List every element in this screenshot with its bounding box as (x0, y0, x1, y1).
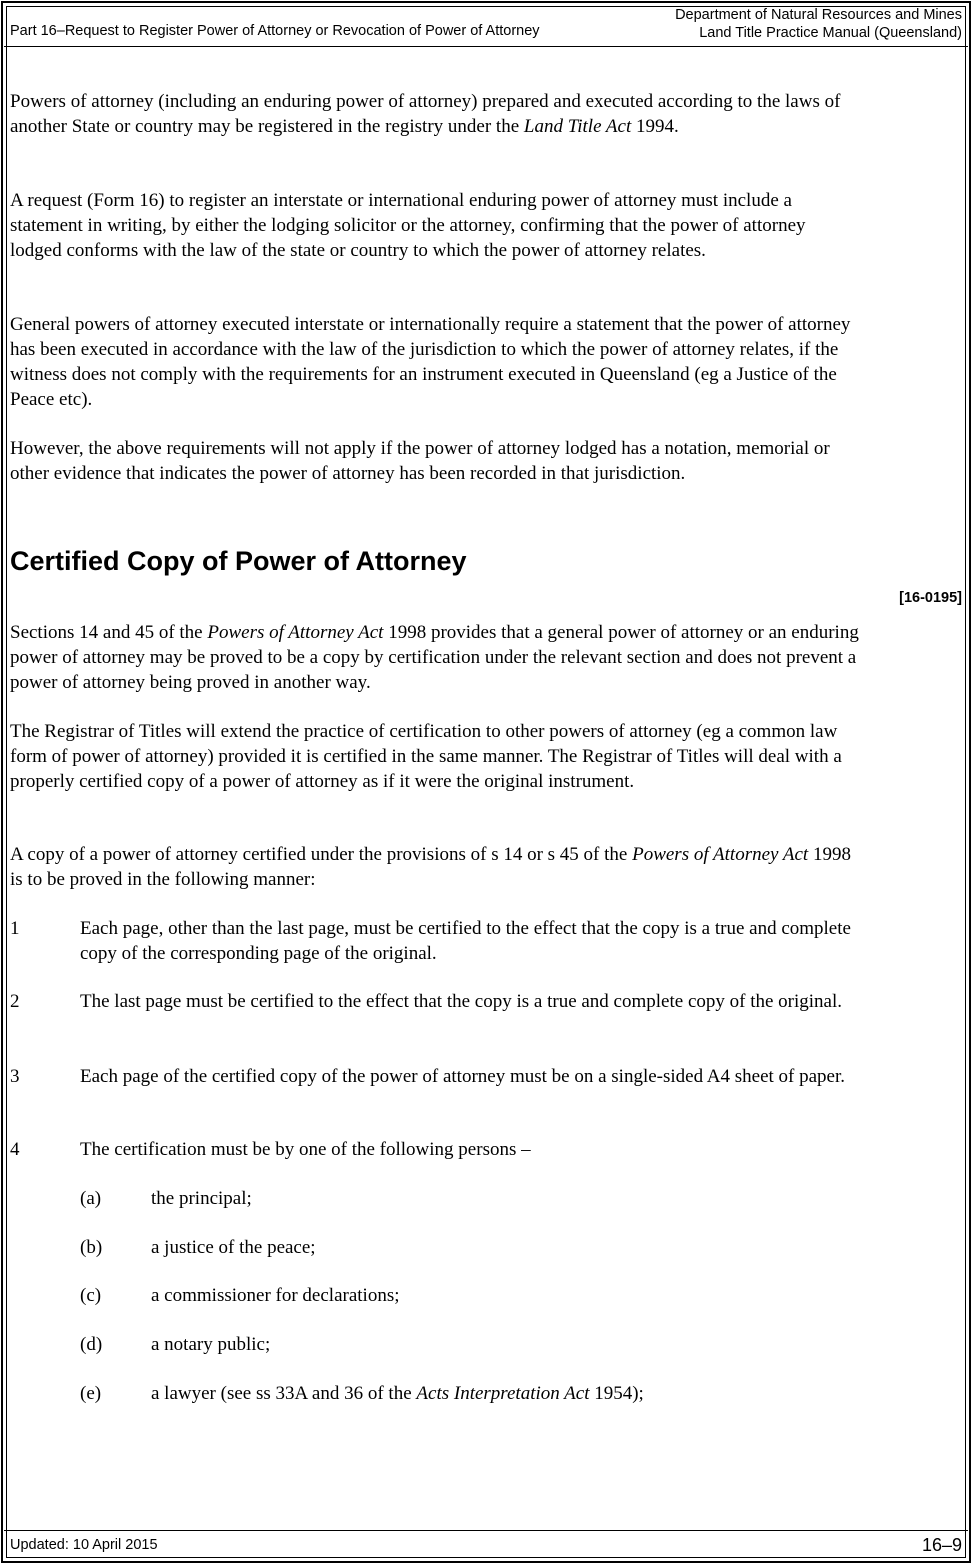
text-run: 1994. (631, 116, 679, 137)
act-title: Powers of Attorney Act (632, 844, 809, 865)
header-publisher (675, 6, 962, 42)
footer-updated-date: Updated: 10 April 2015 (10, 1537, 158, 1553)
paragraph-exemption: However, the above requirements will not apply if the power of attorney lodged has a notation, memorial or other evidence that indicates the power of attorney has been recorded in that jurisdiction. (10, 438, 830, 484)
header-part-title: Part 16–Request to Register Power of Attorney or Revocation of Power of Attorney (10, 23, 540, 39)
list-item-text: Each page, other than the last page, must be certified to the effect that the copy is a true and complete copy of the corresponding page of the original. (80, 918, 851, 964)
list-item-text: The certification must be by one of the following persons – (80, 1139, 531, 1160)
sub-list-item-label: (b) (80, 1237, 103, 1258)
sub-list-item-text: the principal; (151, 1188, 252, 1209)
list-item-number: 1 (10, 918, 20, 939)
sub-list-item-text (151, 1381, 644, 1406)
act-title: Powers of Attorney Act (207, 622, 384, 643)
list-item-text: The last page must be certified to the effect that the copy is a true and complete copy of the original. (80, 991, 843, 1012)
section-reference: [16-0195] (899, 590, 962, 606)
sub-list-item-text: a notary public; (151, 1334, 271, 1355)
section-heading: Certified Copy of Power of Attorney (10, 546, 467, 576)
act-title: Land Title Act (523, 116, 632, 137)
list-item-text: Each page of the certified copy of the power of attorney must be on a single-sided A4 sheet of paper. (80, 1066, 846, 1087)
text-run: A copy of a power of attorney certified under the provisions of s 14 or s 45 of the (10, 844, 633, 865)
sub-list-item-text: a justice of the peace; (151, 1237, 316, 1258)
sub-list-item-label: (a) (80, 1188, 102, 1209)
sub-list-item-label: (c) (80, 1285, 102, 1306)
paragraph-interstate-powers (10, 89, 860, 139)
list-item-number: 3 (10, 1066, 20, 1087)
text-run: a lawyer (see ss 33A and 36 of the (151, 1383, 417, 1404)
paragraph-proof-manner (10, 842, 860, 892)
sub-list-item-text: a commissioner for declarations; (151, 1285, 400, 1306)
header-rule (4, 46, 968, 47)
sub-list-item-label: (e) (80, 1383, 102, 1404)
act-title: Acts Interpretation Act (416, 1383, 590, 1404)
text-run: 1998 is to be proved in the following manner: (10, 844, 851, 890)
paragraph-sections-14-45 (10, 620, 860, 695)
header-manual-title: Land Title Practice Manual (Queensland) (699, 25, 962, 41)
text-run: Powers of attorney (including an enduring power of attorney) prepared and executed according to the laws of another State or country may be registered in the registry under the (10, 91, 841, 137)
footer-rule (4, 1530, 968, 1531)
list-item-number: 4 (10, 1139, 20, 1160)
header-department: Department of Natural Resources and Mines (675, 7, 962, 23)
footer-page-number: 16–9 (921, 1535, 962, 1555)
paragraph-form16-request: A request (Form 16) to register an interstate or international enduring power of attorney must include a statement in writing, by either the lodging solicitor or the attorney, confirming that the power of attorney lodged conforms with the law of the state or country to which the power of attorney relates. (10, 190, 806, 261)
list-item-number: 2 (10, 991, 20, 1012)
text-run: Sections 14 and 45 of the (10, 622, 208, 643)
sub-list-item-label: (d) (80, 1334, 103, 1355)
paragraph-general-powers: General powers of attorney executed interstate or internationally require a statement that the power of attorney has been executed in accordance with the law of the jurisdiction to which the power of attorney relates, if the witness does not comply with the requirements for an instrument executed in Queensland (eg a Justice of the Peace etc). (10, 314, 851, 410)
paragraph-registrar-practice: The Registrar of Titles will extend the practice of certification to other powers of attorney (eg a common law form of power of attorney) provided it is certified in the same manner. The Registrar of Titles will deal with a properly certified copy of a power of attorney as if it were the original instrument. (10, 721, 842, 792)
text-run: 1998 provides that a general power of attorney or an enduring power of attorney may be proved to be a copy by certification under the relevant section and does not prevent a power of attorney being proved in another way. (10, 622, 859, 693)
text-run: 1954); (589, 1383, 644, 1404)
